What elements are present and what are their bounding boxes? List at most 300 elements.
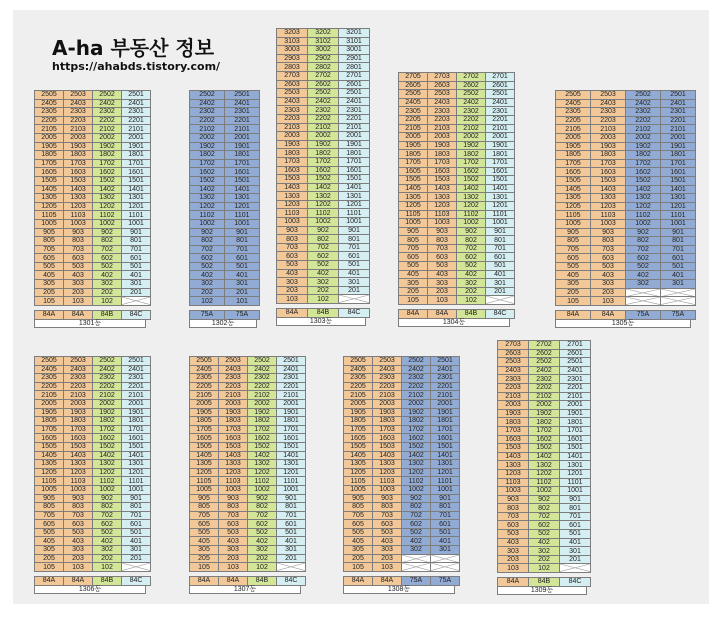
unit-cell: 1301 xyxy=(277,460,306,469)
unit-cell: 205 xyxy=(190,554,219,563)
unit-grid xyxy=(343,356,460,572)
floor-row xyxy=(190,237,260,246)
floor-row xyxy=(399,193,515,202)
unit-cell: 401 xyxy=(225,271,260,280)
unit-cell: 1402 xyxy=(626,185,661,194)
unit-cell: 1002 xyxy=(93,485,122,494)
unit-cell: 2902 xyxy=(308,54,339,63)
unit-cell: 801 xyxy=(277,503,306,512)
unit-cell: 2405 xyxy=(190,365,219,374)
unit-cell: 2303 xyxy=(277,106,308,115)
unit-cell: 2002 xyxy=(626,133,661,142)
floor-row xyxy=(399,73,515,82)
unit-cell: 205 xyxy=(35,554,64,563)
unit-cell: 2401 xyxy=(122,99,151,108)
floor-row xyxy=(556,168,696,177)
unit-cell: 2201 xyxy=(122,116,151,125)
floor-row xyxy=(498,426,591,435)
floor-row xyxy=(190,399,306,408)
unit-cell: 503 xyxy=(219,528,248,537)
unit-cell: 2203 xyxy=(277,114,308,123)
unit-cell: 702 xyxy=(626,245,661,254)
unit-cell: 1502 xyxy=(457,176,486,185)
unit-cell: 303 xyxy=(498,547,529,556)
unit-cell: 2603 xyxy=(428,81,457,90)
unit-cell: 2102 xyxy=(626,125,661,134)
unit-cell: 3003 xyxy=(277,46,308,55)
floor-row xyxy=(35,142,151,151)
floor-row xyxy=(277,149,370,158)
floor-row xyxy=(498,521,591,530)
floor-row xyxy=(556,280,696,289)
floor-row xyxy=(556,91,696,100)
unit-cell: 1105 xyxy=(190,477,219,486)
unit-cell: 1001 xyxy=(122,219,151,228)
floor-row xyxy=(344,485,460,494)
unit-cell: 1703 xyxy=(277,157,308,166)
unit-cell: 1705 xyxy=(35,159,64,168)
floor-row xyxy=(498,366,591,375)
floor-row xyxy=(277,37,370,46)
unit-cell: 1601 xyxy=(122,434,151,443)
floor-row xyxy=(190,202,260,211)
unit-cell: 1803 xyxy=(591,151,626,160)
unit-cell: 2303 xyxy=(498,375,529,384)
unit-cell: 2602 xyxy=(457,81,486,90)
unit-cell: 1103 xyxy=(428,210,457,219)
unit-cell: 1701 xyxy=(560,426,591,435)
unit-cell: 505 xyxy=(344,528,373,537)
unit-cell: 1201 xyxy=(122,202,151,211)
unit-cell: 502 xyxy=(308,261,339,270)
unit-cell: 903 xyxy=(219,494,248,503)
unit-cell: 102 xyxy=(308,295,339,304)
unit-cell: 1503 xyxy=(373,442,402,451)
unit-cell: 1002 xyxy=(626,219,661,228)
unit-cell: 2005 xyxy=(35,133,64,142)
unit-cell: 201 xyxy=(225,288,260,297)
unit-cell: 2201 xyxy=(339,114,370,123)
unit-cell: 901 xyxy=(560,495,591,504)
unit-cell: 503 xyxy=(277,261,308,270)
floor-row xyxy=(556,108,696,117)
unit-cell: 201 xyxy=(277,554,306,563)
building-name: 1301동 xyxy=(34,320,146,328)
unit-cell: 1405 xyxy=(190,451,219,460)
unit-type-row xyxy=(343,576,460,586)
unit-cell: 1503 xyxy=(277,175,308,184)
floor-row xyxy=(190,159,260,168)
unit-cell: 605 xyxy=(399,253,428,262)
empty-cross-icon xyxy=(339,295,369,303)
unit-cell: 1102 xyxy=(626,211,661,220)
floor-row xyxy=(190,460,306,469)
floor-row xyxy=(344,357,460,366)
unit-cell: 1501 xyxy=(486,176,515,185)
floor-row xyxy=(399,98,515,107)
unit-cell: 1303 xyxy=(277,192,308,201)
floor-row xyxy=(190,228,260,237)
unit-cell: 1503 xyxy=(498,444,529,453)
unit-cell: 2505 xyxy=(344,357,373,366)
floor-row xyxy=(498,409,591,418)
floor-row xyxy=(399,201,515,210)
unit-cell: 1305 xyxy=(399,193,428,202)
empty-unit-cell xyxy=(122,563,151,572)
floor-row xyxy=(35,202,151,211)
unit-cell: 2202 xyxy=(93,382,122,391)
unit-cell: 403 xyxy=(591,271,626,280)
unit-cell: 202 xyxy=(529,555,560,564)
floor-row xyxy=(277,226,370,235)
unit-cell: 402 xyxy=(457,270,486,279)
floor-row xyxy=(556,116,696,125)
floor-row xyxy=(277,252,370,261)
floor-row xyxy=(344,546,460,555)
unit-cell: 501 xyxy=(225,262,260,271)
unit-type-label: 84A xyxy=(64,310,93,319)
unit-cell: 1901 xyxy=(225,142,260,151)
floor-row xyxy=(556,185,696,194)
unit-cell: 303 xyxy=(591,280,626,289)
unit-cell: 2001 xyxy=(225,133,260,142)
empty-cross-icon xyxy=(122,297,150,305)
unit-type-label: 84A xyxy=(277,309,308,318)
unit-cell: 2503 xyxy=(64,357,93,366)
unit-cell: 1603 xyxy=(498,435,529,444)
unit-cell: 2301 xyxy=(560,375,591,384)
unit-cell: 2203 xyxy=(373,382,402,391)
unit-cell: 1702 xyxy=(93,425,122,434)
floor-row xyxy=(277,29,370,38)
unit-cell: 2403 xyxy=(591,99,626,108)
unit-cell: 803 xyxy=(373,503,402,512)
unit-cell: 2102 xyxy=(402,391,431,400)
unit-cell: 1303 xyxy=(219,460,248,469)
floor-row xyxy=(277,54,370,63)
unit-cell: 403 xyxy=(64,271,93,280)
unit-cell: 201 xyxy=(339,286,370,295)
floor-row xyxy=(35,442,151,451)
unit-cell: 1301 xyxy=(486,193,515,202)
unit-cell: 801 xyxy=(122,503,151,512)
unit-cell: 802 xyxy=(626,237,661,246)
unit-cell: 2101 xyxy=(122,391,151,400)
unit-cell: 301 xyxy=(431,546,460,555)
unit-cell: 603 xyxy=(591,254,626,263)
unit-cell: 1105 xyxy=(399,210,428,219)
unit-cell: 2301 xyxy=(486,107,515,116)
unit-cell: 301 xyxy=(225,280,260,289)
unit-cell: 1703 xyxy=(64,425,93,434)
floor-row xyxy=(35,254,151,263)
unit-cell: 701 xyxy=(661,245,696,254)
unit-cell: 803 xyxy=(428,236,457,245)
building-name: 1302동 xyxy=(189,320,257,328)
unit-cell: 2401 xyxy=(431,365,460,374)
floor-row xyxy=(556,211,696,220)
unit-type-label: 84B xyxy=(248,576,277,585)
unit-cell: 2405 xyxy=(35,99,64,108)
unit-cell: 1301 xyxy=(122,460,151,469)
unit-cell: 1802 xyxy=(248,417,277,426)
floor-row xyxy=(35,271,151,280)
unit-cell: 502 xyxy=(190,262,225,271)
floor-row xyxy=(399,287,515,296)
unit-cell: 2001 xyxy=(560,401,591,410)
unit-cell: 1502 xyxy=(190,176,225,185)
empty-unit-cell xyxy=(661,297,696,306)
unit-cell: 801 xyxy=(560,504,591,513)
unit-cell: 2901 xyxy=(339,54,370,63)
unit-cell: 1503 xyxy=(64,176,93,185)
unit-grid xyxy=(189,90,260,306)
unit-cell: 405 xyxy=(35,271,64,280)
floor-row xyxy=(277,140,370,149)
unit-cell: 1101 xyxy=(339,209,370,218)
unit-cell: 1701 xyxy=(339,157,370,166)
unit-cell: 1402 xyxy=(93,451,122,460)
unit-cell: 702 xyxy=(93,245,122,254)
unit-cell: 2103 xyxy=(373,391,402,400)
unit-cell: 2001 xyxy=(486,133,515,142)
unit-cell: 205 xyxy=(344,554,373,563)
floor-row xyxy=(344,528,460,537)
unit-cell: 1602 xyxy=(248,434,277,443)
unit-cell: 603 xyxy=(428,253,457,262)
unit-cell: 1501 xyxy=(277,442,306,451)
unit-cell: 302 xyxy=(93,280,122,289)
unit-cell: 2403 xyxy=(277,97,308,106)
floor-row xyxy=(498,504,591,513)
unit-cell: 1802 xyxy=(402,417,431,426)
unit-cell: 705 xyxy=(190,511,219,520)
unit-cell: 2401 xyxy=(339,97,370,106)
unit-cell: 102 xyxy=(190,297,225,306)
unit-cell: 202 xyxy=(190,288,225,297)
unit-cell: 103 xyxy=(428,296,457,305)
unit-cell: 1202 xyxy=(402,468,431,477)
unit-cell: 202 xyxy=(93,554,122,563)
unit-cell: 302 xyxy=(402,546,431,555)
unit-cell: 803 xyxy=(277,235,308,244)
building-name: 1305동 xyxy=(555,320,691,328)
unit-cell: 1802 xyxy=(308,149,339,158)
unit-cell: 905 xyxy=(556,228,591,237)
empty-cross-icon xyxy=(626,297,660,305)
unit-cell: 2303 xyxy=(428,107,457,116)
unit-cell: 305 xyxy=(35,546,64,555)
unit-cell: 602 xyxy=(529,521,560,530)
floor-row xyxy=(498,401,591,410)
unit-cell: 1105 xyxy=(35,211,64,220)
unit-cell: 701 xyxy=(560,512,591,521)
floor-row xyxy=(35,546,151,555)
unit-cell: 2002 xyxy=(93,399,122,408)
unit-cell: 2505 xyxy=(399,90,428,99)
unit-cell: 1401 xyxy=(661,185,696,194)
unit-cell: 2502 xyxy=(93,357,122,366)
floor-row xyxy=(190,417,306,426)
unit-cell: 2301 xyxy=(431,374,460,383)
unit-cell: 2101 xyxy=(560,392,591,401)
unit-cell: 2205 xyxy=(190,382,219,391)
unit-cell: 902 xyxy=(529,495,560,504)
unit-cell: 2201 xyxy=(486,115,515,124)
unit-cell: 805 xyxy=(190,503,219,512)
unit-cell: 2402 xyxy=(626,99,661,108)
unit-cell: 1405 xyxy=(556,185,591,194)
floor-row xyxy=(190,468,306,477)
floor-row xyxy=(35,554,151,563)
unit-cell: 1902 xyxy=(93,408,122,417)
unit-cell: 2001 xyxy=(661,133,696,142)
unit-cell: 1602 xyxy=(190,168,225,177)
unit-cell: 2201 xyxy=(225,116,260,125)
unit-cell: 2105 xyxy=(35,391,64,400)
floor-row xyxy=(344,511,460,520)
unit-cell: 203 xyxy=(64,554,93,563)
unit-cell: 1001 xyxy=(339,218,370,227)
unit-cell: 1001 xyxy=(122,485,151,494)
empty-cross-icon xyxy=(486,296,514,304)
unit-cell: 2405 xyxy=(399,98,428,107)
floor-row xyxy=(35,357,151,366)
unit-cell: 2505 xyxy=(35,91,64,100)
unit-cell: 1302 xyxy=(402,460,431,469)
unit-cell: 1603 xyxy=(591,168,626,177)
unit-type-row xyxy=(34,576,151,586)
unit-cell: 1601 xyxy=(661,168,696,177)
empty-unit-cell xyxy=(486,296,515,305)
unit-cell: 1401 xyxy=(560,452,591,461)
unit-cell: 302 xyxy=(529,547,560,556)
unit-cell: 2202 xyxy=(93,116,122,125)
unit-cell: 2301 xyxy=(277,374,306,383)
unit-cell: 1805 xyxy=(556,151,591,160)
unit-cell: 1501 xyxy=(661,176,696,185)
unit-cell: 2301 xyxy=(339,106,370,115)
unit-cell: 601 xyxy=(339,252,370,261)
floor-row xyxy=(277,200,370,209)
unit-cell: 1103 xyxy=(277,209,308,218)
unit-cell: 2505 xyxy=(190,357,219,366)
unit-type-row xyxy=(34,310,151,320)
unit-cell: 1601 xyxy=(486,167,515,176)
floor-row xyxy=(556,228,696,237)
unit-cell: 301 xyxy=(560,547,591,556)
floor-row xyxy=(277,106,370,115)
unit-cell: 1005 xyxy=(344,485,373,494)
empty-unit-cell xyxy=(122,297,151,306)
unit-cell: 2503 xyxy=(428,90,457,99)
unit-cell: 1505 xyxy=(344,442,373,451)
unit-cell: 1002 xyxy=(457,219,486,228)
floor-row xyxy=(35,91,151,100)
unit-cell: 1403 xyxy=(64,185,93,194)
unit-cell: 901 xyxy=(225,228,260,237)
unit-cell: 1403 xyxy=(277,183,308,192)
unit-cell: 2501 xyxy=(277,357,306,366)
unit-cell: 402 xyxy=(626,271,661,280)
unit-cell: 402 xyxy=(190,271,225,280)
unit-cell: 2301 xyxy=(225,108,260,117)
unit-cell: 303 xyxy=(219,546,248,555)
unit-cell: 1401 xyxy=(431,451,460,460)
unit-cell: 903 xyxy=(64,494,93,503)
unit-cell: 2402 xyxy=(190,99,225,108)
unit-cell: 2105 xyxy=(556,125,591,134)
unit-cell: 801 xyxy=(122,237,151,246)
unit-cell: 2303 xyxy=(219,374,248,383)
unit-cell: 1503 xyxy=(219,442,248,451)
unit-cell: 401 xyxy=(339,269,370,278)
unit-cell: 1001 xyxy=(560,487,591,496)
unit-type-label: 84B xyxy=(308,309,339,318)
unit-type-row xyxy=(189,310,260,320)
floor-row xyxy=(35,399,151,408)
unit-cell: 2202 xyxy=(402,382,431,391)
unit-cell: 1605 xyxy=(190,434,219,443)
unit-cell: 1705 xyxy=(556,159,591,168)
unit-cell: 1405 xyxy=(399,184,428,193)
unit-cell: 105 xyxy=(35,297,64,306)
unit-cell: 2303 xyxy=(64,374,93,383)
floor-row xyxy=(498,538,591,547)
unit-cell: 1602 xyxy=(308,166,339,175)
unit-cell: 1502 xyxy=(626,176,661,185)
unit-cell: 905 xyxy=(190,494,219,503)
unit-cell: 2305 xyxy=(190,374,219,383)
floor-row xyxy=(277,209,370,218)
unit-type-label: 84C xyxy=(122,576,151,585)
unit-cell: 2201 xyxy=(431,382,460,391)
unit-cell: 501 xyxy=(122,528,151,537)
building-1309 xyxy=(497,340,587,595)
unit-cell: 1701 xyxy=(225,159,260,168)
unit-cell: 1302 xyxy=(626,194,661,203)
unit-cell: 1001 xyxy=(661,219,696,228)
unit-cell: 1301 xyxy=(431,460,460,469)
unit-cell: 2702 xyxy=(457,73,486,82)
unit-cell: 1102 xyxy=(457,210,486,219)
floor-row xyxy=(190,176,260,185)
unit-cell: 1802 xyxy=(457,150,486,159)
unit-cell: 1402 xyxy=(457,184,486,193)
brand-url: https://ahabds.tistory.com/ xyxy=(52,60,221,73)
unit-cell: 2005 xyxy=(35,399,64,408)
floor-row xyxy=(190,425,306,434)
unit-cell: 1901 xyxy=(122,408,151,417)
unit-cell: 2101 xyxy=(661,125,696,134)
unit-cell: 505 xyxy=(399,262,428,271)
unit-cell: 902 xyxy=(308,226,339,235)
unit-cell: 2703 xyxy=(498,341,529,350)
unit-cell: 1905 xyxy=(35,408,64,417)
unit-cell: 802 xyxy=(457,236,486,245)
unit-cell: 705 xyxy=(556,245,591,254)
unit-cell: 703 xyxy=(277,243,308,252)
unit-cell: 602 xyxy=(190,254,225,263)
unit-cell: 1502 xyxy=(529,444,560,453)
floor-row xyxy=(556,194,696,203)
unit-cell: 2303 xyxy=(591,108,626,117)
floor-row xyxy=(344,425,460,434)
floor-row xyxy=(35,417,151,426)
unit-cell: 505 xyxy=(556,262,591,271)
unit-cell: 303 xyxy=(373,546,402,555)
floor-row xyxy=(35,563,151,572)
